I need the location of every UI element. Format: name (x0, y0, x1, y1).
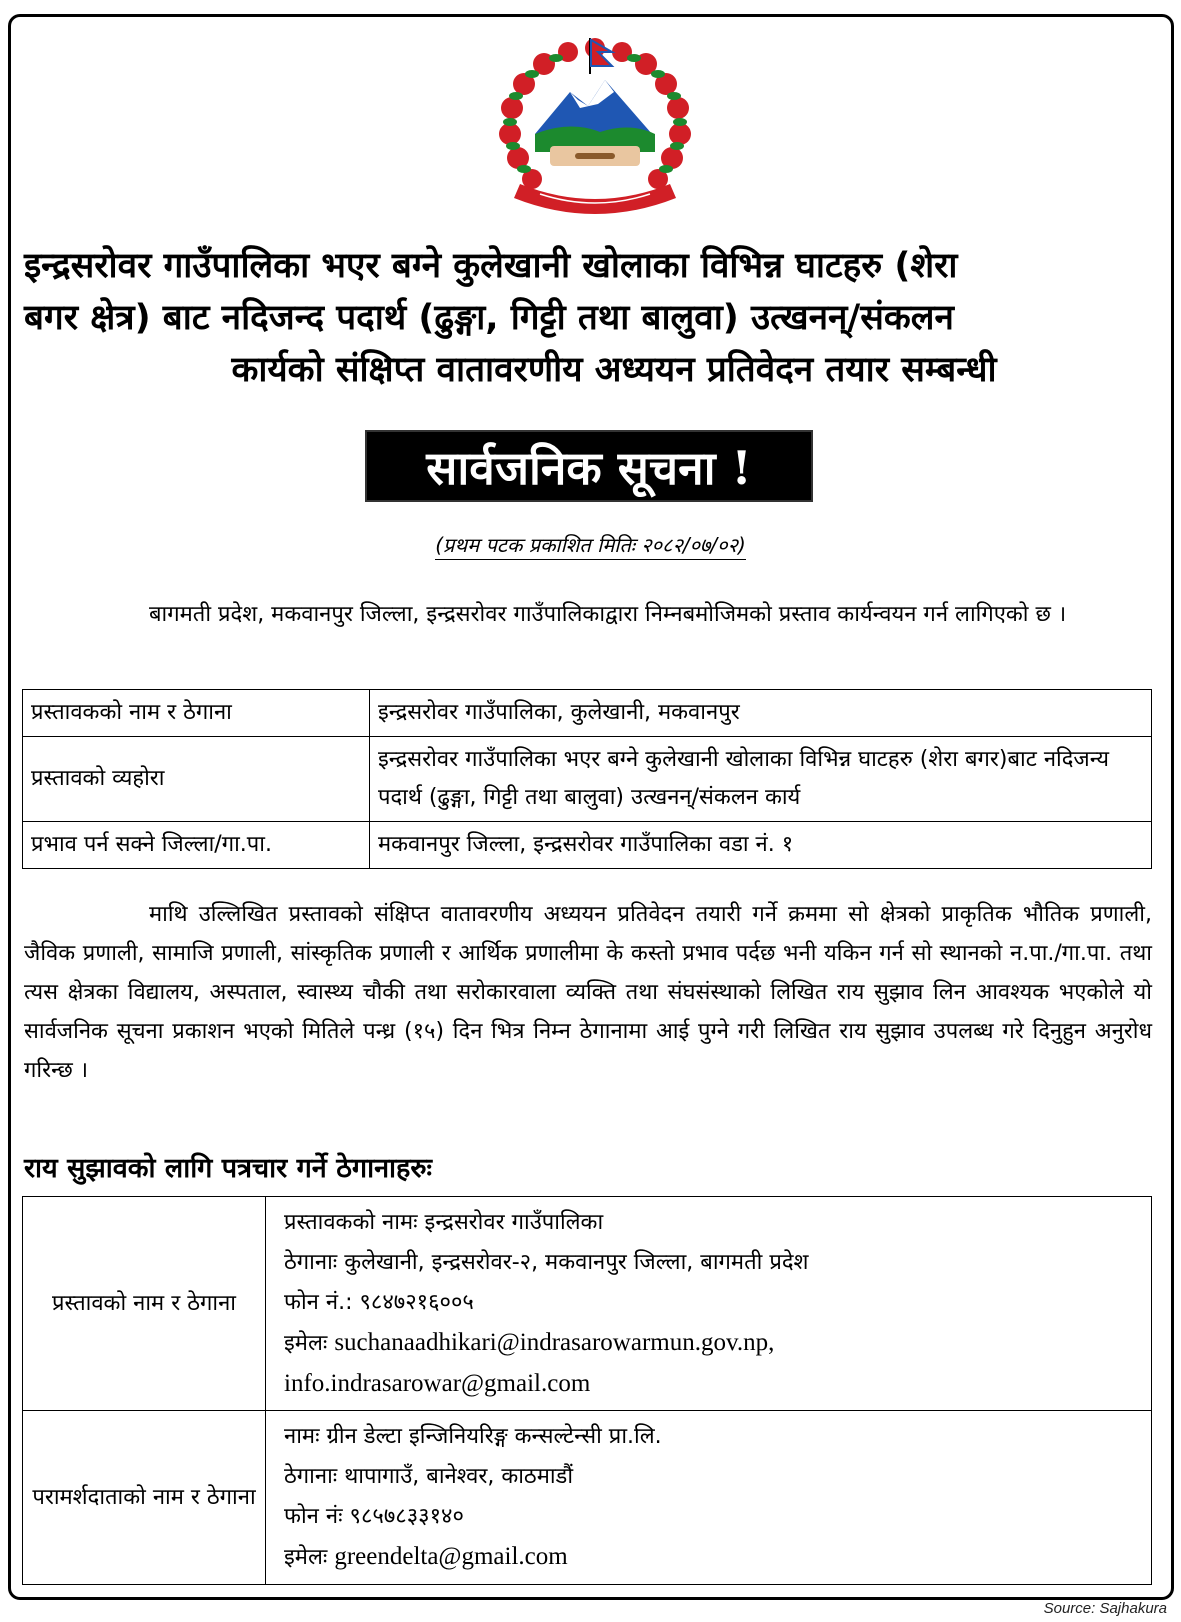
consultant-label: परामर्शदाताको नाम र ठेगाना (23, 1411, 266, 1585)
table-cell-label: प्रस्तावको व्यहोरा (23, 737, 370, 822)
publication-date: (प्रथम पटक प्रकाशित मितिः २०८२/०७/०२) (435, 533, 746, 560)
consultant-address: ठेगानाः थापागाउँ, बानेश्वर, काठमाडौं (284, 1464, 574, 1489)
intro-paragraph (24, 595, 1152, 634)
contacts-table (22, 1196, 1152, 1585)
consultant-name: नामः ग्रीन डेल्टा इन्जिनियरिङ्ग कन्सल्टेन्सी प्रा.लि. (284, 1424, 662, 1449)
email-label: इमेलः (284, 1545, 328, 1570)
notice-title: सार्वजनिक सूचना ! (365, 430, 813, 502)
table-cell-value: मकवानपुर जिल्ला, इन्द्रसरोवर गाउँपालिका वडा नं. १ (370, 822, 1152, 869)
proponent-email-link[interactable]: suchanaadhikari@indrasarowarmun.gov.np, (334, 1329, 775, 1356)
headline-line: कार्यको संक्षिप्त वातावरणीय अध्ययन प्रतिवेदन तयार सम्बन्धी (231, 350, 997, 390)
proponent-label: प्रस्तावको नाम र ठेगाना (23, 1197, 266, 1411)
table-cell-value: इन्द्रसरोवर गाउँपालिका, कुलेखानी, मकवानपुर (370, 690, 1152, 737)
table-row (23, 1197, 1152, 1411)
proponent-details (266, 1197, 1152, 1411)
consultant-details (266, 1411, 1152, 1585)
proponent-email-link[interactable]: info.indrasarowar@gmail.com (284, 1370, 591, 1397)
intro-text: बागमती प्रदेश, मकवानपुर जिल्ला, इन्द्रसरोवर गाउँपालिकाद्वारा निम्नबमोजिमको प्रस्ताव कार्यन्वयन गर्न लागिएको छ । (149, 602, 1067, 627)
table-cell-value: इन्द्रसरोवर गाउँपालिका भएर बग्ने कुलेखानी खोलाका विभिन्न घाटहरु (शेरा बगर)बाट नदिजन्य पदार्थ (ढुङ्गा, गिट्टी तथा बालुवा) उत्खनन्/संकलन कार्य (370, 737, 1152, 822)
source-credit: Source: Sajhakura (1043, 1600, 1167, 1617)
notice-headline (24, 240, 1154, 396)
consultant-phone: फोन नंः ९८५७८३३१४० (284, 1504, 464, 1529)
consultant-email-link[interactable]: greendelta@gmail.com (334, 1543, 568, 1570)
body-text: माथि उल्लिखित प्रस्तावको संक्षिप्त वातावरणीय अध्ययन प्रतिवेदन तयारी गर्ने क्रममा सो क्षेत्रको प्राकृतिक भौतिक प्रणाली, जैविक प्रणाली, सामाजि प्रणाली, सांस्कृतिक प्रणाली र आर्थिक प्रणालीमा के कस्तो प्रभाव पर्दछ भनी यकिन गर्न सो स्थानको न.पा./गा.पा. तथा त्यस क्षेत्रका विद्यालय, अस्पताल, स्वास्थ्य चौकी तथा सरोकारवाला व्यक्ति तथा संघसंस्थाको लिखित राय सुझाव लिन आवश्यक भएकोले यो सार्वजनिक सूचना प्रकाशन भएको मितिले पन्ध्र (१५) दिन भित्र निम्न ठेगानामा आई पुग्ने गरी लिखित राय सुझाव उपलब्ध गरे दिनुहुन अनुरोध गरिन्छ । (24, 902, 1152, 1083)
proponent-phone: फोन नं.: ९८४७२१६००५ (284, 1290, 474, 1315)
nepal-emblem-icon (480, 34, 710, 214)
table-row (23, 1411, 1152, 1585)
headline-line: बगर क्षेत्र) बाट नदिजन्द पदार्थ (ढुङ्गा, गिट्टी तथा बालुवा) उत्खनन्/संकलन (24, 298, 954, 338)
publication-date-wrapper (0, 531, 1181, 558)
table-cell-label: प्रभाव पर्न सक्ने जिल्ला/गा.पा. (23, 822, 370, 869)
proposal-table (22, 689, 1152, 869)
proponent-address: ठेगानाः कुलेखानी, इन्द्रसरोवर-२, मकवानपुर जिल्ला, बागमती प्रदेश (284, 1250, 809, 1275)
table-cell-label: प्रस्तावकको नाम र ठेगाना (23, 690, 370, 737)
table-row (23, 737, 1152, 822)
body-paragraph (24, 895, 1152, 1090)
table-row (23, 690, 1152, 737)
headline-line: इन्द्रसरोवर गाउँपालिका भएर बग्ने कुलेखानी खोलाका विभिन्न घाटहरु (शेरा (24, 246, 958, 286)
table-row (23, 822, 1152, 869)
email-label: इमेलः (284, 1331, 328, 1356)
proponent-name: प्रस्तावकको नामः इन्द्रसरोवर गाउँपालिका (284, 1210, 604, 1235)
address-heading: राय सुझावको लागि पत्रचार गर्ने ठेगानाहरुः (24, 1153, 432, 1184)
